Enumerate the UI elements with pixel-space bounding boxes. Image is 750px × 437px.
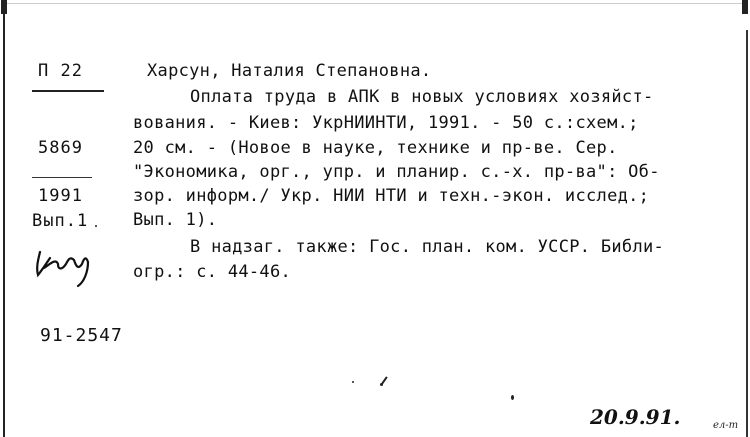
record-line: вования. - Киев: УкрНИИНТИ, 1991. - 50 с.:схем.; — [133, 113, 639, 133]
record-line: Оплата труда в АПК в новых условиях хозяйст- — [190, 87, 654, 107]
record-line: 20 см. - (Новое в науке, технике и пр-ве. Сер. — [133, 138, 618, 158]
shelfmark-rule — [32, 177, 92, 178]
shelfmark-rule — [32, 90, 104, 92]
accession-number: 91-2547 — [40, 325, 123, 346]
record-author: Харсун, Наталия Степановна. — [147, 61, 432, 81]
shelfmark-issue: Вып.1 — [32, 211, 89, 231]
record-line: зор. информ./ Укр. НИИ НТИ и техн.-экон. исслед.; — [133, 186, 650, 206]
record-note: огр.: с. 44-46. — [133, 262, 292, 282]
record-line: "Экономика, орг., упр. и планир. с.-х. пр-ва": Об- — [133, 162, 660, 182]
shelfmark-year: 1991 — [38, 186, 83, 206]
handwritten-signature — [30, 220, 100, 290]
handwritten-date: 20.9.91. — [590, 405, 681, 429]
record-line: Вып. 1). — [133, 210, 218, 230]
corner-mark — [742, 0, 748, 14]
ink-stroke — [380, 376, 387, 385]
ink-speck — [511, 395, 514, 400]
ink-speck — [352, 381, 354, 383]
shelfmark-class: П 22 — [38, 61, 83, 81]
ink-speck — [95, 225, 97, 227]
shelfmark-number: 5869 — [38, 138, 83, 158]
handwritten-note: ел-т — [713, 420, 739, 431]
card-left-edge — [3, 0, 5, 437]
card-right-edge — [746, 30, 748, 437]
card-top-edge — [5, 3, 745, 4]
record-note: В надзаг. также: Гос. план. ком. УССР. Библи- — [190, 237, 665, 257]
corner-mark — [1, 0, 7, 14]
